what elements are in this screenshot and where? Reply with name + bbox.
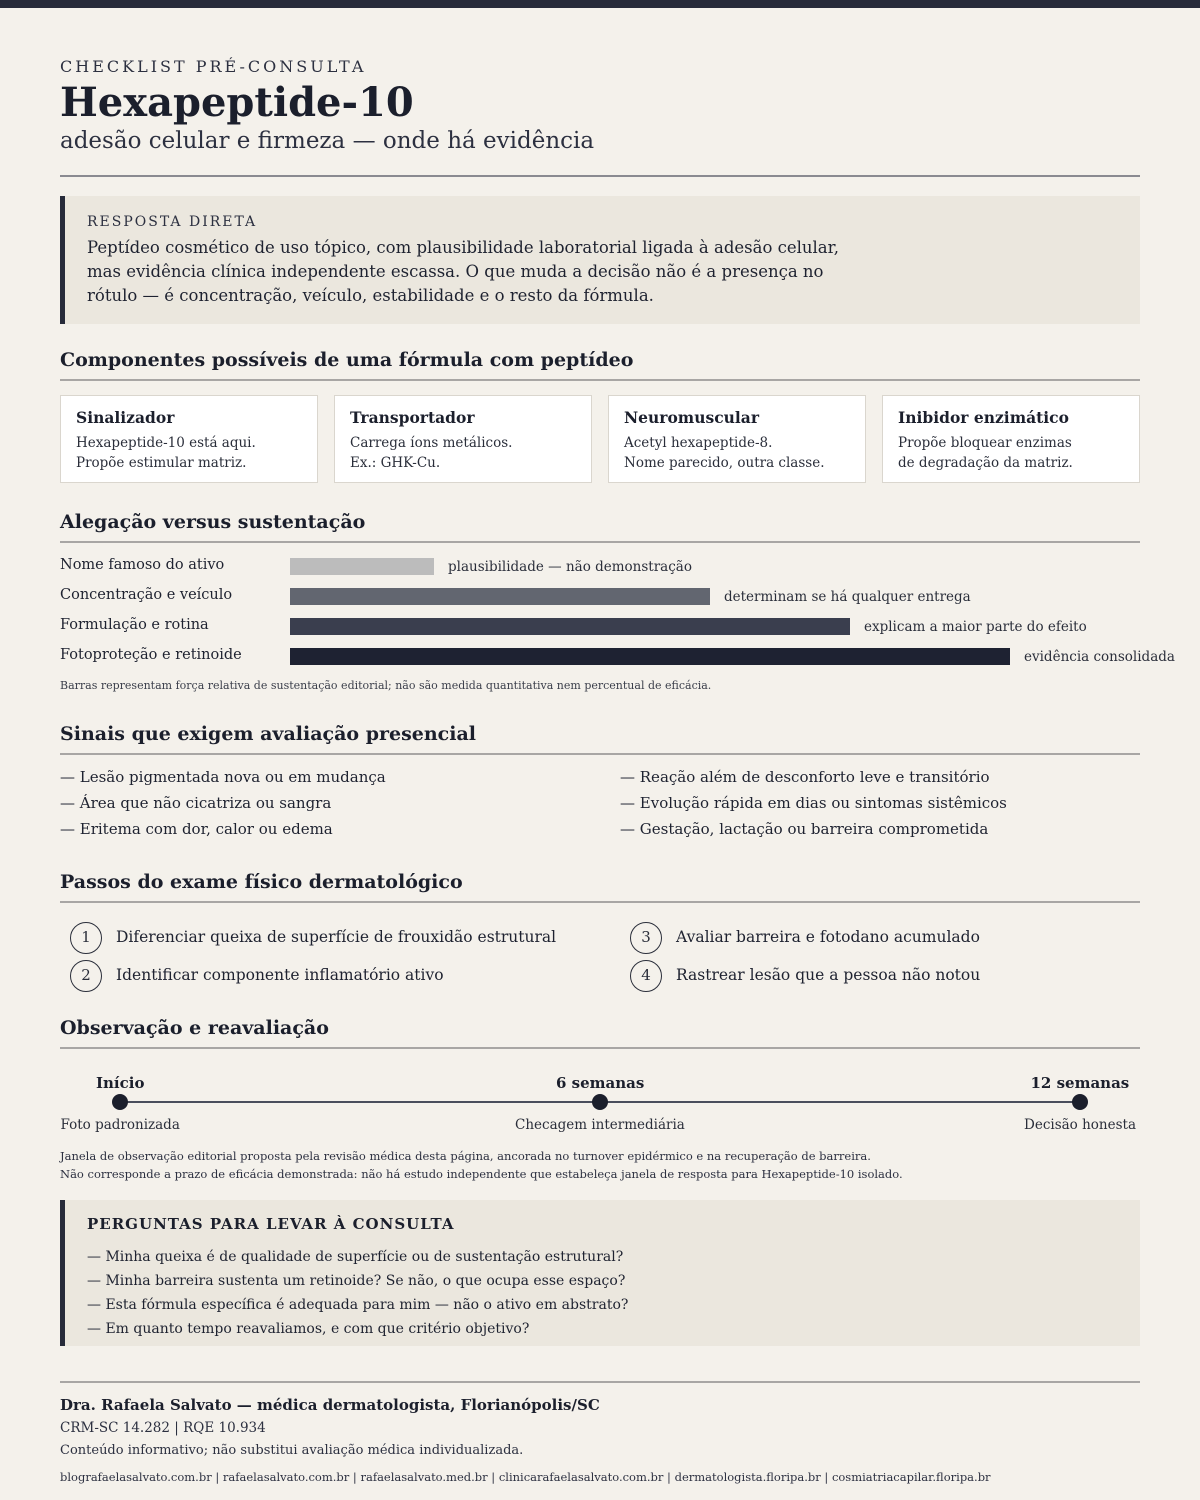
direct-answer-label: RESPOSTA DIRETA — [87, 214, 258, 230]
card-line: de degradação da matriz. — [898, 455, 1073, 471]
claim-label: Formulação e rotina — [60, 617, 209, 633]
header-divider — [60, 175, 1140, 177]
observation-timeline — [60, 1070, 1140, 1140]
timeline-label: 6 semanas — [556, 1074, 645, 1092]
component-card — [334, 395, 592, 483]
section-title-claims: Alegação versus sustentação — [60, 511, 366, 533]
card-line: Nome parecido, outra classe. — [624, 455, 825, 471]
footer-divider — [60, 1381, 1140, 1383]
section-divider — [60, 901, 1140, 903]
page-title: Hexapeptide-10 — [60, 79, 414, 126]
section-divider — [60, 753, 1140, 755]
author-credit: Dra. Rafaela Salvato — médica dermatologista, Florianópolis/SC — [60, 1396, 600, 1414]
page-kicker: CHECKLIST PRÉ-CONSULTA — [60, 57, 367, 76]
card-line: Hexapeptide-10 está aqui. — [76, 435, 256, 451]
claim-note: evidência consolidada — [1024, 649, 1175, 665]
warning-sign-item: — Evolução rápida em dias ou sintomas sistêmicos — [620, 794, 1007, 812]
question-item: — Em quanto tempo reavaliamos, e com que critério objetivo? — [87, 1321, 530, 1337]
claim-note: determinam se há qualquer entrega — [724, 589, 971, 605]
card-line: Ex.: GHK-Cu. — [350, 455, 441, 471]
footer-link[interactable]: rafaelasalvato.med.br — [360, 1470, 488, 1484]
footer-link[interactable]: rafaelasalvato.com.br — [222, 1470, 350, 1484]
link-separator: | — [663, 1470, 675, 1484]
questions-box — [60, 1200, 1140, 1346]
footer-link[interactable]: dermatologista.floripa.br — [674, 1470, 821, 1484]
claim-label: Fotoproteção e retinoide — [60, 647, 242, 663]
component-card — [608, 395, 866, 483]
claim-bar — [290, 588, 710, 605]
footer-link[interactable]: blografaelasalvato.com.br — [60, 1470, 212, 1484]
section-title-steps: Passos do exame físico dermatológico — [60, 871, 463, 893]
step-text: Rastrear lesão que a pessoa não notou — [676, 966, 981, 984]
registration-numbers: CRM-SC 14.282 | RQE 10.934 — [60, 1420, 266, 1436]
disclaimer: Conteúdo informativo; não substitui avaliação médica individualizada. — [60, 1443, 524, 1458]
step-text: Avaliar barreira e fotodano acumulado — [676, 928, 980, 946]
timeline-caption-label: Foto padronizada — [60, 1117, 180, 1133]
claim-bar — [290, 558, 434, 575]
top-accent-bar — [0, 0, 1200, 8]
timeline-marker — [592, 1094, 608, 1110]
step-number-badge: 3 — [630, 922, 662, 954]
component-card — [882, 395, 1140, 483]
component-card — [60, 395, 318, 483]
step-text: Identificar componente inflamatório ativo — [116, 966, 444, 984]
claims-caption: Barras representam força relativa de sustentação editorial; não são medida quantitativa nem percentual de eficácia. — [60, 679, 712, 692]
step-number-badge: 1 — [70, 922, 102, 954]
step-text: Diferenciar queixa de superfície de frouxidão estrutural — [116, 928, 557, 946]
section-divider — [60, 1047, 1140, 1049]
timeline-label: 12 semanas — [1030, 1074, 1130, 1092]
card-line: Acetyl hexapeptide-8. — [624, 435, 773, 451]
section-divider — [60, 379, 1140, 381]
section-title-timeline: Observação e reavaliação — [60, 1017, 329, 1039]
card-line: Propõe bloquear enzimas — [898, 435, 1072, 451]
link-separator: | — [211, 1470, 223, 1484]
direct-answer-text: Peptídeo cosmético de uso tópico, com plausibilidade laboratorial ligada à adesão celular, mas evidência clínica independente escassa. O que muda a decisão não é a presença no rótulo — é concentração, veículo, estabilidade e o resto da fórmula. — [87, 238, 839, 305]
claim-note: explicam a maior parte do efeito — [864, 619, 1087, 635]
claim-row — [60, 616, 1200, 636]
claim-bar — [290, 648, 1010, 665]
direct-answer-box — [60, 196, 1140, 324]
timeline-label: Início — [96, 1074, 145, 1092]
step-number-badge: 4 — [630, 960, 662, 992]
questions-title: PERGUNTAS PARA LEVAR À CONSULTA — [87, 1215, 455, 1233]
link-separator: | — [820, 1470, 832, 1484]
section-divider — [60, 541, 1140, 543]
warning-sign-item: — Gestação, lactação ou barreira comprometida — [620, 820, 989, 838]
link-separator: | — [349, 1470, 361, 1484]
warning-sign-item: — Lesão pigmentada nova ou em mudança — [60, 768, 386, 786]
section-title-signs: Sinais que exigem avaliação presencial — [60, 723, 476, 745]
warning-sign-item: — Reação além de desconforto leve e transitório — [620, 768, 990, 786]
timeline-caption-label: Checagem intermediária — [515, 1117, 685, 1133]
timeline-caption: Janela de observação editorial proposta pela revisão médica desta página, ancorada no turnover epidérmico e na recuperação de barreira. — [60, 1149, 871, 1163]
claim-bar — [290, 618, 850, 635]
card-title: Transportador — [350, 408, 475, 427]
card-title: Inibidor enzimático — [898, 408, 1069, 427]
timeline-caption-label: Decisão honesta — [1024, 1117, 1136, 1133]
card-title: Sinalizador — [76, 408, 175, 427]
footer-link[interactable]: cosmiatriacapilar.floripa.br — [831, 1470, 991, 1484]
card-title: Neuromuscular — [624, 408, 760, 427]
link-separator: | — [487, 1470, 499, 1484]
timeline-caption: Não corresponde a prazo de eficácia demonstrada: não há estudo independente que estabeleça janela de resposta para Hexapeptide-10 isolado. — [60, 1167, 903, 1181]
timeline-marker — [112, 1094, 128, 1110]
claim-row — [60, 586, 1200, 606]
question-item: — Minha barreira sustenta um retinoide? Se não, o que ocupa esse espaço? — [87, 1273, 626, 1289]
question-item: — Esta fórmula específica é adequada para mim — não o ativo em abstrato? — [87, 1297, 629, 1313]
claim-label: Nome famoso do ativo — [60, 557, 225, 573]
warning-sign-item: — Eritema com dor, calor ou edema — [60, 820, 333, 838]
claim-note: plausibilidade — não demonstração — [448, 559, 692, 575]
footer-links — [60, 1470, 991, 1484]
step-number-badge: 2 — [70, 960, 102, 992]
claim-row — [60, 646, 1200, 666]
questions-list — [87, 1245, 1140, 1341]
card-line: Carrega íons metálicos. — [350, 435, 513, 451]
claim-label: Concentração e veículo — [60, 587, 233, 603]
card-line: Propõe estimular matriz. — [76, 455, 247, 471]
timeline-marker — [1072, 1094, 1088, 1110]
page-subtitle: adesão celular e firmeza — onde há evidência — [60, 128, 595, 154]
question-item: — Minha queixa é de qualidade de superfície ou de sustentação estrutural? — [87, 1249, 624, 1265]
warning-sign-item: — Área que não cicatriza ou sangra — [60, 794, 332, 812]
footer-link[interactable]: clinicarafaelasalvato.com.br — [498, 1470, 664, 1484]
section-title-components: Componentes possíveis de uma fórmula com peptídeo — [60, 349, 634, 371]
claim-row — [60, 556, 1200, 576]
component-cards — [60, 395, 1140, 483]
